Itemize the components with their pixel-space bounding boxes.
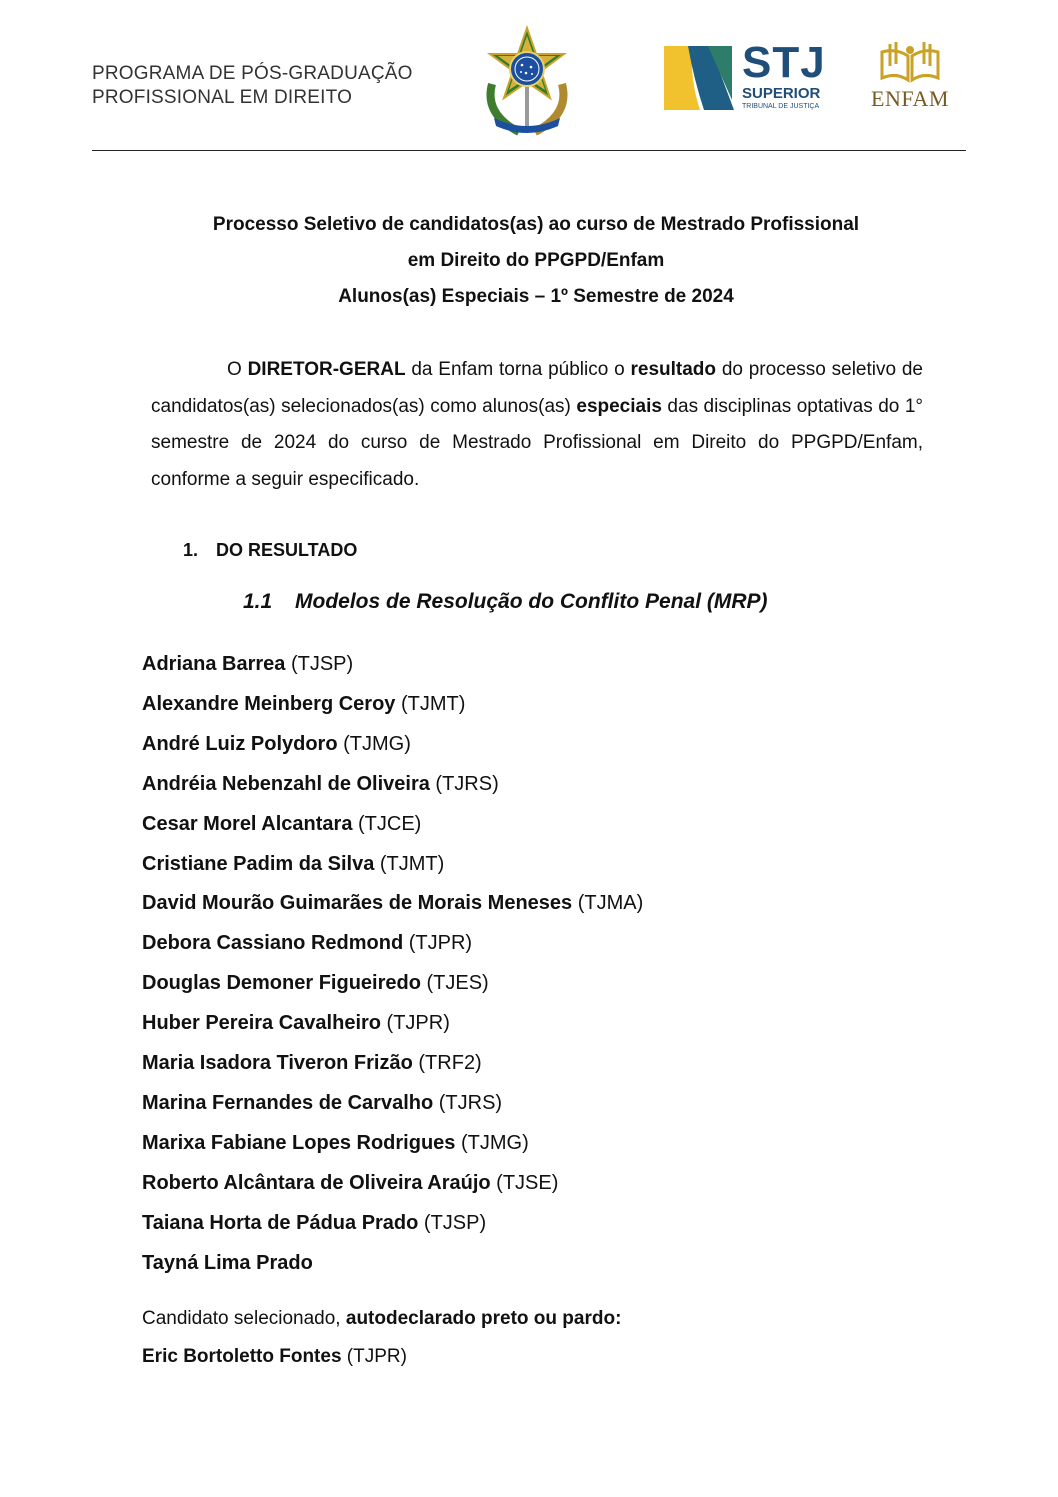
- quota-candidate-name: Eric Bortoletto Fontes: [142, 1346, 342, 1367]
- quota-note-text: Candidato selecionado,: [142, 1308, 346, 1329]
- brazil-coat-of-arms-icon: [474, 24, 580, 140]
- candidate-name: Adriana Barrea: [142, 653, 286, 675]
- candidate-name: Marina Fernandes de Carvalho: [142, 1091, 434, 1114]
- stj-logo: [660, 40, 830, 116]
- subsection-title: Modelos de Resolução do Conflito Penal (MRP): [295, 590, 768, 613]
- list-item: [142, 1244, 643, 1284]
- list-item: [142, 645, 643, 685]
- candidate-court: (TJMT): [374, 852, 445, 875]
- document-header: [0, 0, 1058, 160]
- program-name-line2: PROFISSIONAL EM DIREITO: [92, 87, 353, 108]
- candidate-name: Huber Pereira Cavalheiro: [142, 1012, 381, 1035]
- candidate-court: (TJCE): [352, 812, 422, 835]
- list-item: [142, 725, 643, 765]
- intro-bold-director: DIRETOR-GERAL: [247, 359, 406, 380]
- list-item: [142, 765, 643, 805]
- title-line2: em Direito do PPGPD/Enfam: [407, 250, 665, 271]
- quota-candidate: [142, 1346, 407, 1368]
- candidate-court: (TJMG): [337, 732, 411, 755]
- section-heading: [183, 540, 357, 561]
- candidate-list: [142, 645, 643, 1284]
- candidate-name: Andréia Nebenzahl de Oliveira: [142, 772, 430, 795]
- candidate-court: (TJRS): [433, 1091, 503, 1114]
- candidate-name: Roberto Alcântara de Oliveira Araújo: [142, 1171, 491, 1194]
- list-item: [142, 1204, 643, 1244]
- list-item: [142, 1124, 643, 1164]
- candidate-court: (TRF2): [412, 1052, 482, 1075]
- candidate-court: (TJMT): [395, 692, 466, 715]
- section-number: 1.: [183, 540, 199, 560]
- document-title: [100, 207, 972, 315]
- candidate-name: Cristiane Padim da Silva: [142, 852, 375, 875]
- intro-bold-special: especiais: [576, 395, 662, 417]
- candidate-name: Douglas Demoner Figueiredo: [142, 972, 421, 995]
- list-item: [142, 1044, 643, 1084]
- subsection-heading: [243, 590, 768, 614]
- candidate-court: (TJPR): [381, 1012, 450, 1035]
- list-item: [142, 964, 643, 1004]
- candidate-name: Maria Isadora Tiveron Frizão: [142, 1052, 413, 1075]
- candidate-court: (TJSP): [285, 653, 354, 675]
- candidate-name: Taiana Horta de Pádua Prado: [142, 1211, 419, 1234]
- list-item: [142, 884, 643, 924]
- intro-text-3: do processo seletivo de candidatos(as) selecionados(as) como alunos(as): [151, 359, 923, 417]
- candidate-name: David Mourão Guimarães de Morais Meneses: [142, 892, 573, 915]
- intro-bold-result: resultado: [630, 359, 717, 380]
- candidate-court: (TJMA): [572, 892, 644, 915]
- candidate-name: Marixa Fabiane Lopes Rodrigues: [142, 1131, 456, 1154]
- enfam-logo-text: ENFAM: [871, 86, 949, 111]
- list-item: [142, 805, 643, 845]
- list-item: [142, 845, 643, 885]
- quota-note: [142, 1308, 621, 1330]
- title-line3: Alunos(as) Especiais – 1º Semestre de 2024: [338, 286, 734, 307]
- candidate-court: (TJRS): [429, 772, 499, 795]
- candidate-court: (TJPR): [403, 932, 473, 955]
- open-book-icon: [862, 40, 958, 84]
- candidate-name: Tayná Lima Prado: [142, 1251, 313, 1274]
- candidate-court: (TJES): [420, 972, 489, 995]
- candidate-court: (TJMG): [455, 1131, 529, 1154]
- title-line1: Processo Seletivo de candidatos(as) ao curso de Mestrado Profissional: [212, 214, 860, 235]
- quota-note-bold: autodeclarado preto ou pardo:: [345, 1308, 622, 1329]
- stj-logo-text: STJ: [742, 38, 826, 87]
- stj-emblem-icon: [660, 40, 736, 116]
- list-item: [142, 1164, 643, 1204]
- list-item: [142, 924, 643, 964]
- candidate-name: Debora Cassiano Redmond: [142, 932, 404, 955]
- program-name: [92, 62, 413, 110]
- intro-paragraph: [151, 352, 923, 498]
- enfam-logo: [862, 40, 958, 116]
- candidate-court: (TJSP): [418, 1211, 487, 1234]
- intro-text-2: da Enfam torna público o: [405, 359, 631, 380]
- stj-logo-small-text: TRIBUNAL DE JUSTIÇA: [742, 103, 820, 110]
- candidate-name: Alexandre Meinberg Ceroy: [142, 692, 396, 715]
- intro-text-4: das disciplinas optativas do 1° semestre de 2024 do curso de Mestrado Profissional em Direito do PPGPD/Enfam, conforme a seguir especificado.: [151, 395, 924, 490]
- subsection-number: 1.1: [243, 590, 273, 613]
- candidate-court: (TJSE): [490, 1171, 559, 1194]
- list-item: [142, 1004, 643, 1044]
- quota-candidate-court: (TJPR): [341, 1346, 407, 1367]
- list-item: [142, 685, 643, 725]
- candidate-name: André Luiz Polydoro: [142, 732, 338, 755]
- stj-logo-subtext: SUPERIOR: [742, 85, 821, 102]
- intro-text-1: O: [227, 359, 248, 380]
- section-title: DO RESULTADO: [216, 540, 358, 560]
- program-name-line1: PROGRAMA DE PÓS-GRADUAÇÃO: [92, 63, 413, 84]
- header-divider: [92, 150, 966, 151]
- candidate-name: Cesar Morel Alcantara: [142, 812, 353, 835]
- list-item: [142, 1084, 643, 1124]
